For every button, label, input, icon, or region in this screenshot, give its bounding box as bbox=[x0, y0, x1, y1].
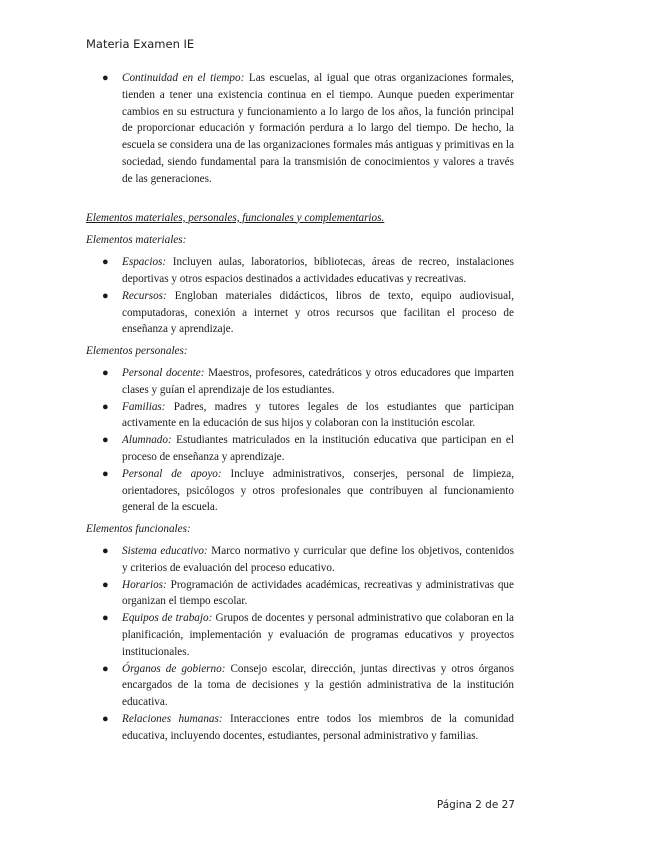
item-term: Equipos de trabajo: bbox=[122, 612, 213, 625]
list-item bbox=[86, 70, 514, 188]
bullet-icon: ● bbox=[102, 434, 109, 447]
item-text: Grupos de docentes y personal administrativo que colaboran en la planificación, implementación y evaluación de programas educativos y proyectos institucionales. bbox=[122, 612, 514, 658]
bullet-icon: ● bbox=[102, 467, 109, 480]
group-title: Elementos materiales: bbox=[86, 234, 187, 247]
list-item bbox=[86, 466, 514, 516]
bullet-icon: ● bbox=[102, 578, 109, 591]
list-item bbox=[86, 432, 514, 466]
group-title: Elementos personales: bbox=[86, 345, 188, 358]
item-term: Espacios: bbox=[122, 256, 167, 269]
item-text: Consejo escolar, dirección, juntas directivas y otros órganos encargados de la toma de decisiones y la gestión administrativa de la institución educativa. bbox=[122, 662, 514, 709]
list-item bbox=[86, 543, 514, 577]
item-term: Relaciones humanas: bbox=[122, 712, 223, 725]
list-item bbox=[86, 365, 514, 399]
list-item bbox=[86, 288, 514, 338]
bullet-icon: ● bbox=[102, 256, 109, 269]
bullet-icon: ● bbox=[102, 400, 109, 413]
section-title: Elementos materiales, personales, funcionales y complementarios. bbox=[86, 211, 385, 224]
group-materiales bbox=[86, 232, 514, 338]
bullet-icon: ● bbox=[102, 72, 109, 84]
item-term: Continuidad en el tiempo: bbox=[122, 72, 245, 84]
item-text: Programación de actividades académicas, recreativas y administrativas que organizan el tiempo escolar. bbox=[122, 578, 514, 608]
item-term: Familias: bbox=[122, 400, 166, 413]
list-item bbox=[86, 577, 514, 611]
group-personales bbox=[86, 343, 514, 516]
item-text: Interacciones entre todos los miembros de la comunidad educativa, incluyendo docentes, estudiantes, personal administrativo y familias. bbox=[122, 712, 514, 742]
list-item bbox=[86, 399, 514, 433]
item-text: Incluye administrativos, conserjes, personal de limpieza, orientadores, psicólogos y otros profesionales que contribuyen al funcionamiento general de la escuela. bbox=[122, 467, 514, 514]
bullet-icon: ● bbox=[102, 712, 109, 725]
bullet-icon: ● bbox=[102, 662, 109, 675]
item-text: Maestros, profesores, catedráticos y otros educadores que imparten clases y guían el aprendizaje de los estudiantes. bbox=[122, 366, 514, 396]
page-number: Página 2 de 27 bbox=[436, 799, 515, 811]
item-term: Recursos: bbox=[122, 289, 167, 302]
item-text: Engloban materiales didácticos, libros de texto, equipo audiovisual, computadoras, conexión a internet y otros recursos que facilitan el proceso de enseñanza y aprendizaje. bbox=[122, 289, 514, 336]
item-text: Las escuelas, al igual que otras organizaciones formales, tienden a tener una existencia continua en el tiempo. Aunque pueden experimentar cambios en su estructura y funcionamiento a lo largo de los años, la función principal de proporcionar educación y formación perdura a lo largo del tiempo. De hecho, la escuela se considera una de las organizaciones formales más antiguas y primitivas en la sociedad, siendo fundamental para la transmisión de conocimientos y valores a través de las generaciones. bbox=[122, 72, 514, 185]
bullet-icon: ● bbox=[102, 612, 109, 625]
bullet-icon: ● bbox=[102, 289, 109, 302]
group-funcionales bbox=[86, 521, 514, 744]
document-body bbox=[86, 70, 514, 749]
item-term: Órganos de gobierno: bbox=[122, 662, 226, 675]
item-term: Personal docente: bbox=[122, 366, 205, 379]
intro-list bbox=[86, 70, 514, 188]
item-text: Padres, madres y tutores legales de los estudiantes que participan activamente en la educación de sus hijos y colaboran con la institución escolar. bbox=[122, 400, 514, 430]
item-term: Horarios: bbox=[122, 578, 167, 591]
list-item bbox=[86, 661, 514, 711]
bullet-icon: ● bbox=[102, 366, 109, 379]
item-term: Sistema educativo: bbox=[122, 544, 208, 557]
list-item bbox=[86, 610, 514, 660]
page-header: Materia Examen IE bbox=[86, 37, 195, 51]
item-term: Personal de apoyo: bbox=[122, 467, 222, 480]
list-item bbox=[86, 254, 514, 288]
item-text: Estudiantes matriculados en la institución educativa que participan en el proceso de enseñanza y aprendizaje. bbox=[122, 434, 514, 463]
item-text: Incluyen aulas, laboratorios, bibliotecas, áreas de recreo, instalaciones deportivas y otros espacios destinados a actividades educativas y recreativas. bbox=[122, 256, 514, 285]
group-title: Elementos funcionales: bbox=[86, 523, 191, 536]
bullet-icon: ● bbox=[102, 544, 109, 557]
list-item bbox=[86, 711, 514, 745]
item-term: Alumnado: bbox=[122, 434, 172, 447]
item-text: Marco normativo y curricular que define los objetivos, contenidos y criterios de evaluación del proceso educativo. bbox=[122, 544, 514, 574]
